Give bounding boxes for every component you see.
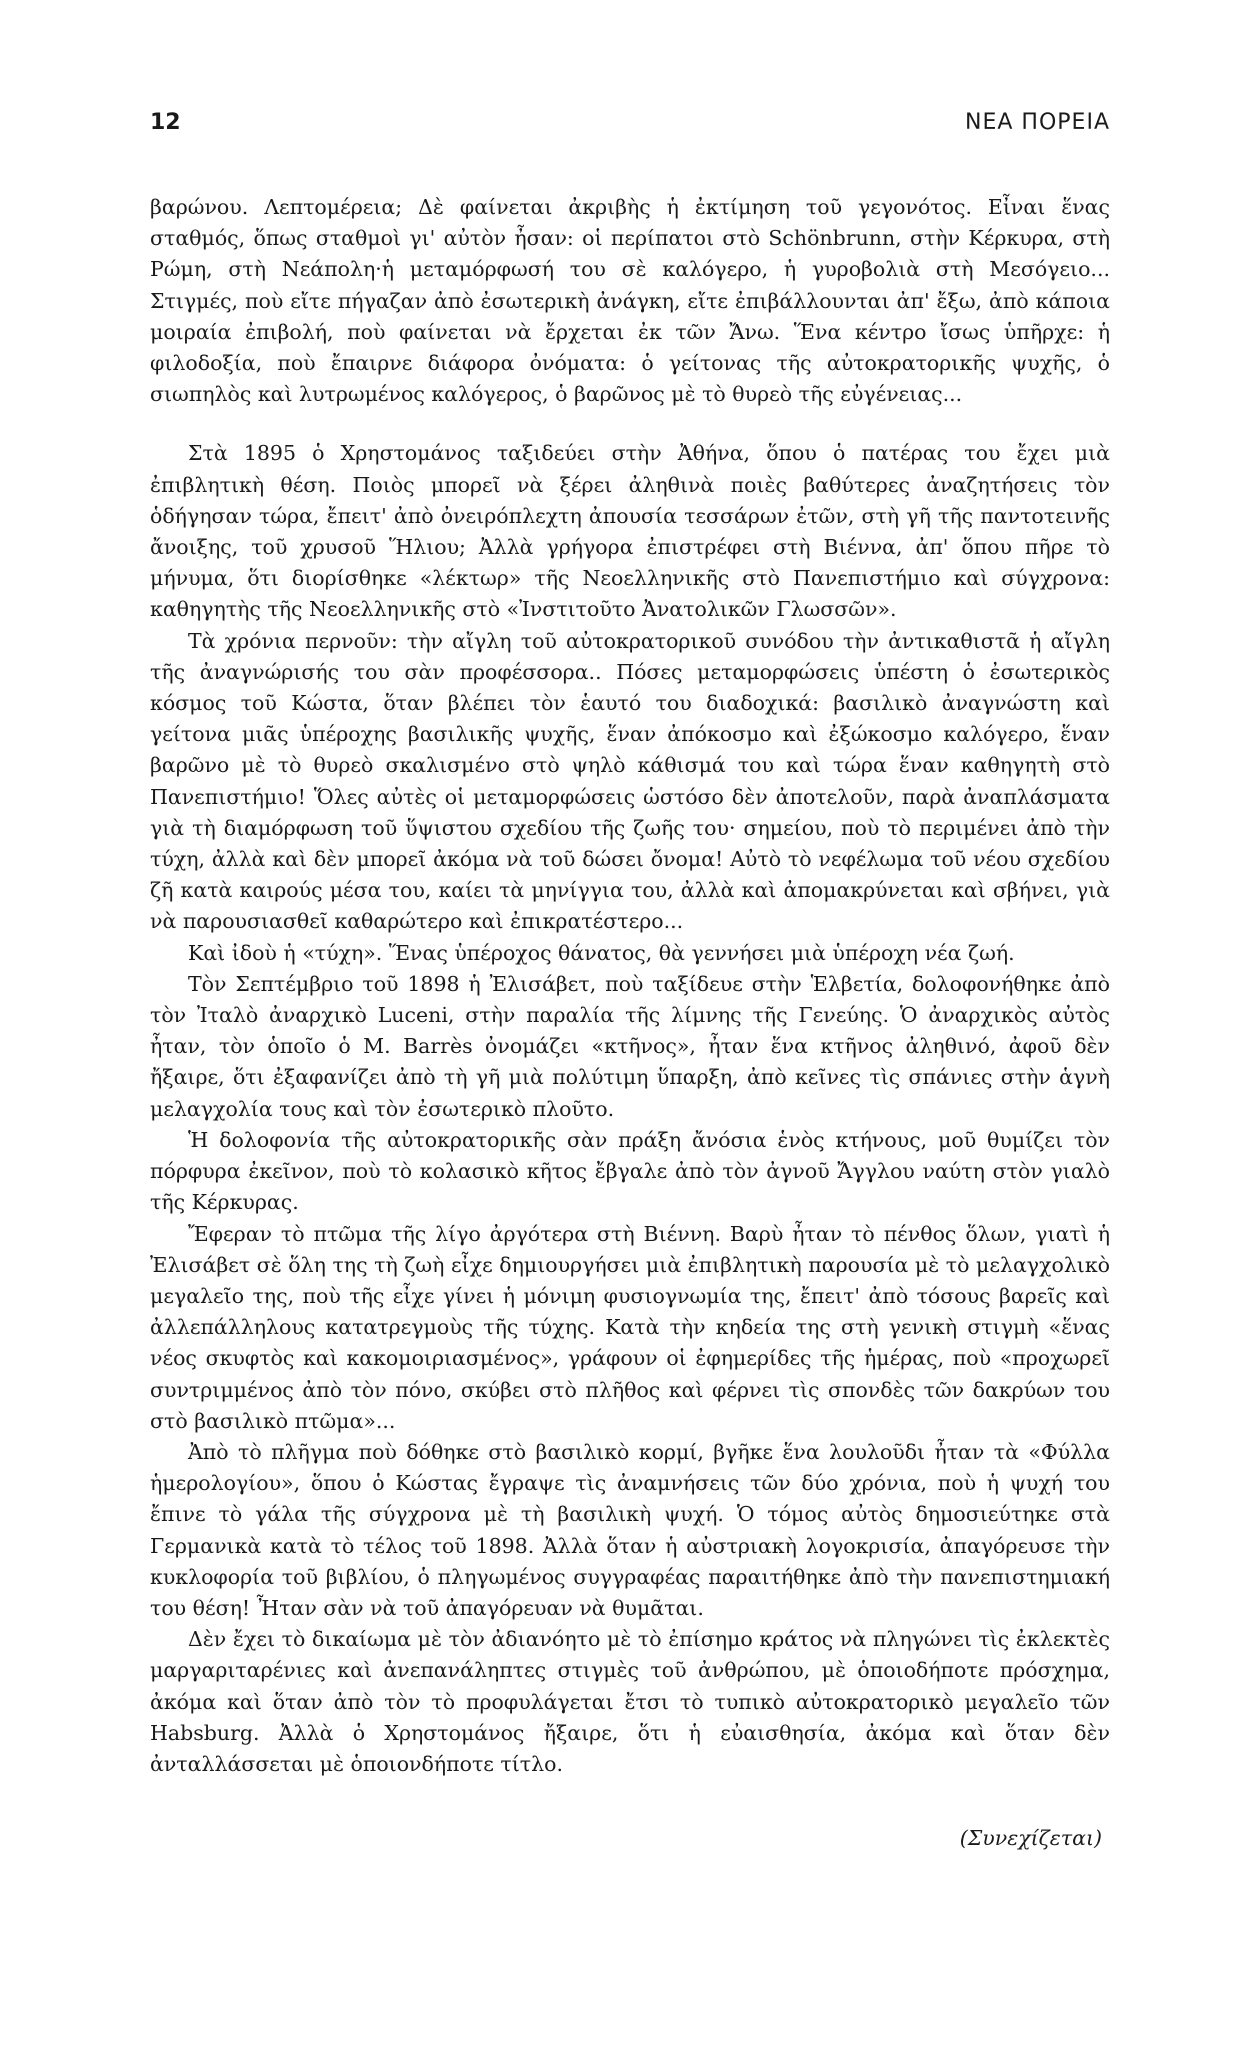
paragraph: βαρώνου. Λεπτομέρεια; Δὲ φαίνεται ἀκριβὴς ἡ ἐκτίμηση τοῦ γεγονότος. Εἶναι ἕνας σταθμός, ὅπως σταθμοὶ γι' αὐτὸν ἦσαν: οἱ περίπατοι στὸ Schönbrunn, στὴν Κέρκυρα, στὴ Ρώμη, στὴ Νεάπολη·ἡ μεταμόρφωσή του σὲ καλόγερο, ἡ γυροβολιὰ στὴ Μεσόγειο... Στιγμές, ποὺ εἴτε πήγαζαν ἀπὸ ἐσωτερικὴ ἀνάγκη, εἴτε ἐπιβάλλουνται ἀπ' ἔξω, ἀπὸ κάποια μοιραία ἐπιβολή, ποὺ φαίνεται νὰ ἔρχεται ἐκ τῶν Ἄνω. Ἕνα κέντρο ἴσως ὑπῆρχε: ἡ φιλοδοξία, ποὺ ἔπαιρνε διάφορα ὀνόματα: ὁ γείτονας τῆς αὐτοκρατορικῆς ψυχῆς, ὁ σιωπηλὸς καὶ λυτρωμένος καλόγερος, ὁ βαρῶνος μὲ τὸ θυρεὸ τῆς εὐγένειας... [150,195,1110,407]
continued-note: (Συνεχίζεται) [959,1826,1102,1851]
paragraph: Ἔφεραν τὸ πτῶμα τῆς λίγο ἀργότερα στὴ Βιέννη. Βαρὺ ἦταν τὸ πένθος ὅλων, γιατὶ ἡ Ἐλισάβετ σὲ ὅλη της τὴ ζωὴ εἶχε δημιουργήσει μιὰ ἐπιβλητικὴ παρουσία μὲ τὸ μελαγχολικὸ μεγαλεῖο της, ποὺ τῆς εἶχε γίνει ἡ μόνιμη φυσιογνωμία της, ἔπειτ' ἀπὸ τόσους βαρεῖς καὶ ἀλλεπάλληλους κατατρεγμοὺς τῆς τύχης. Κατὰ τὴν κηδεία της στὴ γενικὴ στιγμὴ «ἕνας νέος σκυφτὸς καὶ κακομοιριασμένος», γράφουν οἱ ἐφημερίδες τῆς ἡμέρας, ποὺ «προχωρεῖ συντριμμένος ἀπὸ τὸν πόνο, σκύβει στὸ πλῆθος καὶ φέρνει τὶς σπονδὲς τῶν δακρύων του στὸ βασιλικὸ πτῶμα»... [150,1221,1110,1433]
page-number: 12 [150,110,181,135]
paragraph: Ἀπὸ τὸ πλῆγμα ποὺ δόθηκε στὸ βασιλικὸ κορμί, βγῆκε ἕνα λουλοῦδι ἦταν τὰ «Φύλλα ἡμερολογίου», ὅπου ὁ Κώστας ἔγραψε τὶς ἀναμνήσεις τῶν δύο χρόνια, ποὺ ἡ ψυχή του ἔπινε τὸ γάλα τῆς σύγχρονα μὲ τὴ βασιλικὴ ψυχή. Ὁ τόμος αὐτὸς δημοσιεύτηκε στὰ Γερμανικὰ κατὰ τὸ τέλος τοῦ 1898. Ἀλλὰ ὅταν ἡ αὐστριακὴ λογοκρισία, ἀπαγόρευσε τὴν κυκλοφορία τοῦ βιβλίου, ὁ πληγωμένος συγγραφέας παραιτήθηκε ἀπὸ τὴν πανεπιστημιακή του θέση! Ἦταν σὰν νὰ τοῦ ἀπαγόρευαν νὰ θυμᾶται. [150,1439,1110,1620]
article-body [150,192,1110,1780]
paragraph: Καὶ ἰδοὺ ἡ «τύχη». Ἕνας ὑπέροχος θάνατος, θὰ γεννήσει μιὰ ὑπέροχη νέα ζωή. [188,940,1015,965]
paragraph: Τὸν Σεπτέμβριο τοῦ 1898 ἡ Ἐλισάβετ, ποὺ ταξίδευε στὴν Ἑλβετία, δολοφονήθηκε ἀπὸ τὸν Ἰταλὸ ἀναρχικὸ Luceni, στὴν παραλία τῆς λίμνης τῆς Γενεύης. Ὁ ἀναρχικὸς αὐτὸς ἦταν, τὸν ὁποῖο ὁ M. Barrès ὀνομάζει «κτῆνος», ἦταν ἕνα κτῆνος ἀληθινό, ἀφοῦ δὲν ἤξαιρε, ὅτι ἐξαφανίζει ἀπὸ τὴ γῆ μιὰ πολύτιμη ὕπαρξη, ἀπὸ κεῖνες τὶς σπάνιες στὴν ἁγνὴ μελαγχολία τους καὶ τὸν ἐσωτερικὸ πλοῦτο. [150,971,1110,1121]
paragraph: Ἡ δολοφονία τῆς αὐτοκρατορικῆς σὰν πράξη ἄνόσια ἑνὸς κτήνους, μοῦ θυμίζει τὸν πόρφυρα ἐκεῖνον, ποὺ τὸ κολασικὸ κῆτος ἔβγαλε ἀπὸ τὸν ἀγνοῦ Ἄγγλου ναύτη στὸν γιαλὸ τῆς Κέρκυρας. [150,1127,1110,1215]
document-page [150,110,1110,1850]
paragraph: Τὰ χρόνια περνοῦν: τὴν αἴγλη τοῦ αὐτοκρατορικοῦ συνόδου τὴν ἀντικαθιστᾶ ἡ αἴγλη τῆς ἀναγνώρισής του σὰν προφέσσορα.. Πόσες μεταμορφώσεις ὑπέστη ὁ ἐσωτερικὸς κόσμος τοῦ Κώστα, ὅταν βλέπει τὸν ἑαυτό του διαδοχικά: βασιλικὸ ἀναγνώστη καὶ γείτονα μιᾶς ὑπέροχης βασιλικῆς ψυχῆς, ἕναν ἀπόκοσμο καὶ ἐξώκοσμο καλόγερο, ἕναν βαρῶνο μὲ τὸ θυρεὸ σκαλισμένο στὸ ψηλὸ κάθισμά του καὶ τώρα ἕναν καθηγητὴ στὸ Πανεπιστήμιο! Ὅλες αὐτὲς οἱ μεταμορφώσεις ὡστόσο δὲν ἀποτελοῦν, παρὰ ἀναπλάσματα γιὰ τὴ διαμόρφωση τοῦ ὕψιστου σχεδίου τῆς ζωῆς του· σημείου, ποὺ τὸ περιμένει ἀπὸ τὴν τύχη, ἀλλὰ καὶ δὲν μπορεῖ ἀκόμα νὰ τοῦ δώσει ὄνομα! Αὐτὸ τὸ νεφέλωμα τοῦ νέου σχεδίου ζῆ κατὰ καιρούς μέσα του, καίει τὰ μηνίγγια του, ἀλλὰ καὶ ἀπομακρύνεται καὶ σβήνει, γιὰ νὰ παρουσιασθεῖ καθαρώτερο καὶ ἐπικρατέστερο... [150,628,1110,934]
journal-title: ΝΕΑ ΠΟΡΕΙΑ [965,110,1110,135]
paragraph: Δὲν ἔχει τὸ δικαίωμα μὲ τὸν ἀδιανόητο μὲ τὸ ἐπίσημο κράτος νὰ πληγώνει τὶς ἐκλεκτὲς μαργαριταρένιες καὶ ἀνεπανάληπτες στιγμὲς τοῦ ἀνθρώπου, μὲ ὁποιοδήποτε πρόσχημα, ἀκόμα καὶ ὅταν ἀπὸ τὸν τὸ προφυλάγεται ἔτσι τὸ τυπικὸ αὐτοκρατορικὸ μεγαλεῖο τῶν Habsburg. Ἀλλὰ ὁ Χρηστομάνος ἤξαιρε, ὅτι ἡ εὐαισθησία, ἀκόμα καὶ ὅταν δὲν ἀνταλλάσσεται μὲ ὁποιονδήποτε τίτλο. [150,1627,1110,1776]
running-header [150,110,1110,150]
paragraph: Στὰ 1895 ὁ Χρηστομάνος ταξιδεύει στὴν Ἀθήνα, ὅπου ὁ πατέρας του ἔχει μιὰ ἐπιβλητικὴ θέση. Ποιὸς μπορεῖ νὰ ξέρει ἀληθινὰ ποιὲς βαθύτερες ἀναζητήσεις τὸν ὁδήγησαν τώρα, ἔπειτ' ἀπὸ ὀνειρόπλεχτη ἀπουσία τεσσάρων ἐτῶν, στὴ γῆ τῆς παντοτεινῆς ἄνοιξης, τοῦ χρυσοῦ Ἥλιου; Ἀλλὰ γρήγορα ἐπιστρέφει στὴ Βιέννα, ἀπ' ὅπου πῆρε τὸ μήνυμα, ὅτι διορίσθηκε «λέκτωρ» τῆς Νεοελληνικῆς στὸ Πανεπιστήμιο καὶ σύγχρονα: καθηγητὴς τῆς Νεοελληνικῆς στὸ «Ἰνστιτοῦτο Ἀνατολικῶν Γλωσσῶν». [150,441,1110,622]
